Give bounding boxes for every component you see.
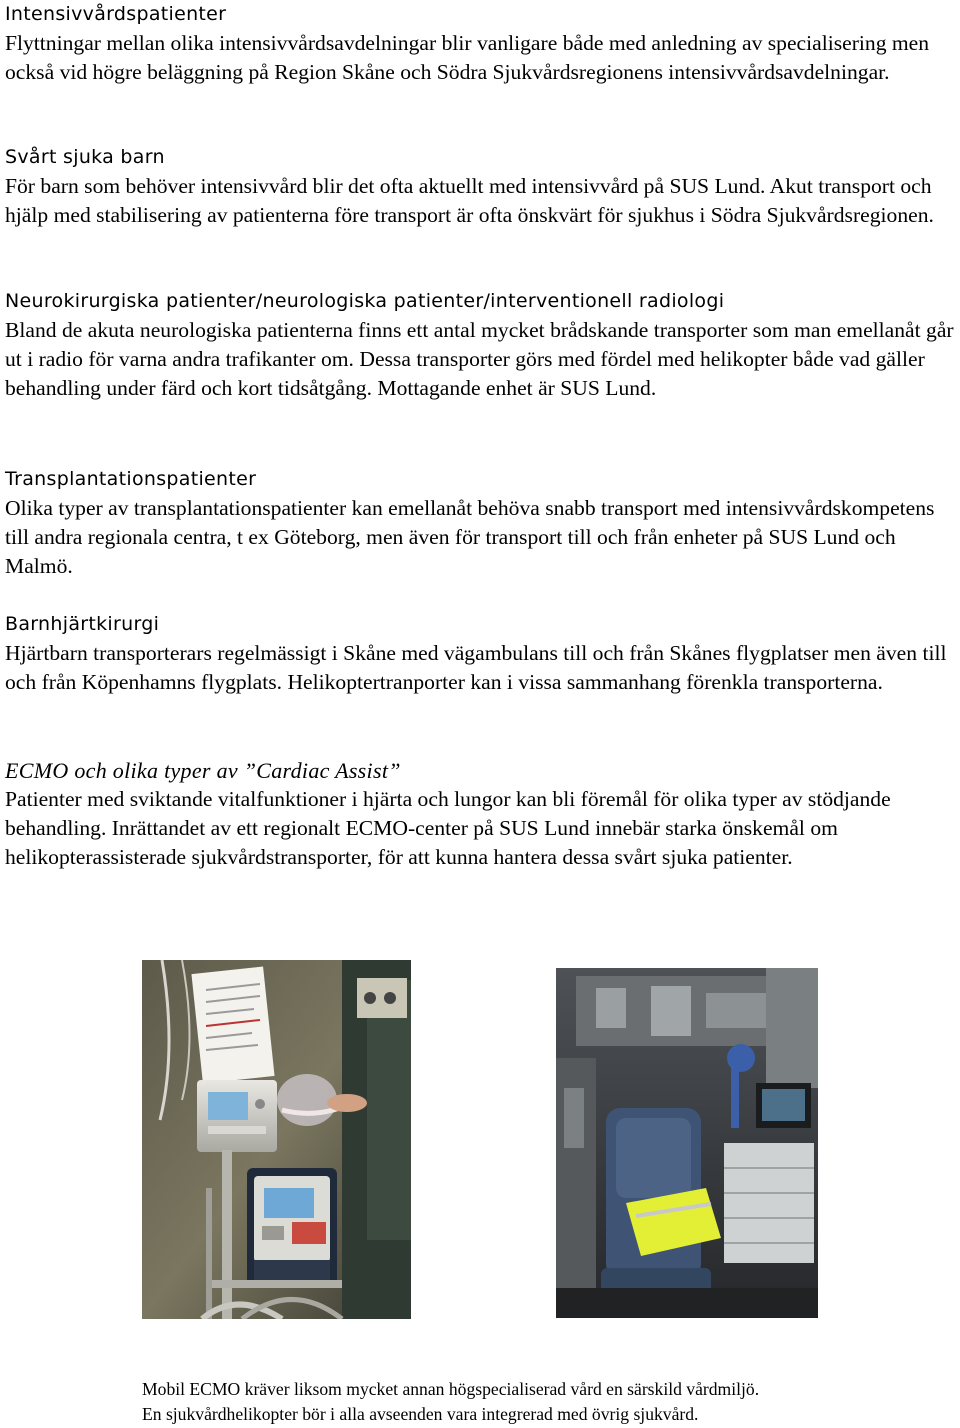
photo-caption [142, 1377, 942, 1427]
section-heading: Neurokirurgiska patienter/neurologiska patienter/interventionell radiologi [5, 290, 725, 312]
section-heading: Svårt sjuka barn [5, 146, 165, 168]
section-barnhjartkirurgi [5, 610, 955, 697]
section-heading: Barnhjärtkirurgi [5, 613, 160, 635]
section-heading: Transplantationspatienter [5, 468, 257, 490]
section-heading: ECMO och olika typer av ”Cardiac Assist” [5, 758, 401, 783]
section-intensivvard [5, 0, 955, 87]
caption-line-1: Mobil ECMO kräver liksom mycket annan högspecialiserad vård en särskild vårdmiljö. [142, 1379, 760, 1399]
section-text: Hjärtbarn transporterars regelmässigt i Skåne med vägambulans till och från Skånes flygplatser men även till och från Köpenhamns flygplats. Helikoptertranporter kan i vissa sammanhang förenkla transporterna. [5, 641, 947, 695]
section-transplantation [5, 465, 955, 582]
section-text: För barn som behöver intensivvård blir det ofta aktuellt med intensivvård på SUS Lund. Akut transport och hjälp med stabilisering av patienterna före transport är ofta önskvärt för sjukhus i Södra Sjukvårdsregionen. [5, 174, 934, 228]
section-text: Flyttningar mellan olika intensivvårdsavdelningar blir vanligare både med anledning av specialisering men också vid högre beläggning på Region Skåne och Södra Sjukvårdsregionens intensivvårdsavdelningar. [5, 31, 930, 85]
helicopter-cabin-photo [556, 968, 818, 1318]
section-text: Patienter med sviktande vitalfunktioner i hjärta och lungor kan bli föremål för olika typer av stödjande behandling. Inrättandet av ett regionalt ECMO-center på SUS Lund innebär starka önskemål om helikopterassisterade sjukvårdstransporter, för att kunna hantera dessa svårt sjuka patienter. [5, 787, 891, 870]
ecmo-equipment-photo [142, 960, 411, 1319]
section-text: Olika typer av transplantationspatienter kan emellanåt behöva snabb transport med intensivvårdskompetens till andra regionala centra, t ex Göteborg, men även för transport till och från enheter på SUS Lund och Malmö. [5, 496, 935, 579]
section-ecmo [5, 756, 955, 873]
caption-line-2: En sjukvårdhelikopter bör i alla avseenden vara integrerad med övrig sjukvård. [142, 1404, 699, 1424]
section-text: Bland de akuta neurologiska patienterna finns ett antal mycket brådskande transporter som man emellanåt går ut i radio för varna andra trafikanter om. Dessa transporter görs med fördel med helikopter både vad gäller behandling under färd och kort tidsåtgång. Mottagande enhet är SUS Lund. [5, 318, 954, 401]
section-neurokirurgi [5, 287, 955, 404]
section-svart-sjuka-barn [5, 143, 955, 230]
section-heading: Intensivvårdspatienter [5, 3, 227, 25]
